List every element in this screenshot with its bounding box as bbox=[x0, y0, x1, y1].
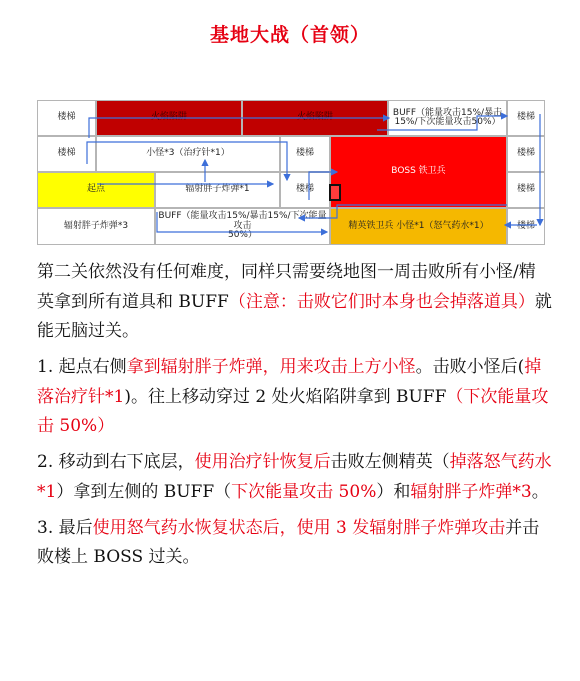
page-title: 基地大战（首领） bbox=[209, 24, 370, 46]
paragraph bbox=[37, 448, 552, 507]
highlight-text: 拿到辐射胖子炸弹，用来攻击上方小怪 bbox=[126, 357, 416, 377]
stairs-cell: 楼梯 bbox=[37, 136, 96, 172]
stairs-cell: 楼梯 bbox=[507, 208, 545, 245]
highlight-text: 掉落怒气药水*1 bbox=[37, 452, 552, 502]
route-arrow bbox=[299, 205, 507, 218]
fire-trap-cell: 火焰陷阱 bbox=[242, 100, 388, 136]
elite-cell: 精英铁卫兵 小怪*1（怒气药水*1） bbox=[330, 208, 507, 245]
text-span: 。 bbox=[531, 481, 549, 502]
minion-cell: 小怪*3（治疗针*1） bbox=[96, 136, 280, 172]
stairs-cell: 楼梯 bbox=[507, 100, 545, 136]
text-span: 第二关依然没有任何难度，同样只需要绕地图一周击败所有小怪/精英拿到所有道具和 BUFF bbox=[37, 262, 536, 312]
route-arrow bbox=[377, 116, 507, 130]
route-arrow bbox=[157, 212, 327, 232]
bomb-cell: 辐射胖子炸弹*3 bbox=[37, 208, 155, 245]
text-span: 并击败楼上 BOSS 过关。 bbox=[37, 517, 540, 567]
stairs-cell: 楼梯 bbox=[507, 136, 545, 172]
text-span: 1. 起点右侧 bbox=[37, 357, 127, 377]
route-arrow bbox=[309, 172, 337, 200]
boss-cell: BOSS 铁卫兵 bbox=[330, 136, 507, 208]
strategy-text bbox=[37, 258, 552, 579]
start-cell: 起点 bbox=[37, 172, 155, 208]
stairs-cell: 楼梯 bbox=[37, 100, 96, 136]
text-span: )。往上移动穿过 2 处火焰陷阱拿到 BUFF bbox=[124, 386, 447, 407]
text-span: 。击败小怪后( bbox=[415, 357, 525, 377]
paragraph bbox=[37, 353, 552, 442]
stairs-cell: 楼梯 bbox=[280, 136, 330, 172]
buff-text: BUFF（能量攻击15%/暴击 bbox=[392, 107, 503, 118]
level-map bbox=[37, 100, 545, 245]
text-span: 就能无脑过关。 bbox=[37, 291, 552, 341]
text-span: ）拿到左侧的 BUFF（ bbox=[56, 481, 232, 502]
highlight-text: 辐射胖子炸弹*3 bbox=[410, 481, 532, 502]
buff-text: 50%） bbox=[227, 230, 257, 241]
text-span: 2. 移动到右下底层， bbox=[37, 452, 195, 472]
route-arrow bbox=[87, 142, 287, 180]
fire-trap-cell: 火焰陷阱 bbox=[96, 100, 242, 136]
paragraph bbox=[37, 258, 552, 347]
buff-text: 15%/下次能量攻击50%） bbox=[394, 117, 501, 127]
highlight-text: （注意：击败它们时本身也会掉落道具） bbox=[228, 291, 535, 312]
stairs-cell: 楼梯 bbox=[280, 172, 330, 208]
highlight-text: 下次能量攻击 50% bbox=[231, 481, 377, 502]
route-arrow bbox=[89, 118, 389, 138]
highlight-text: 使用怒气药水恢复状态后，使用 3 发辐射胖子炸弹攻击 bbox=[92, 517, 506, 538]
route-arrows bbox=[37, 100, 545, 245]
paragraph bbox=[37, 514, 552, 573]
buff-text: BUFF（能量攻击15%/暴击15%/下次能量攻击 bbox=[158, 211, 327, 231]
stairs-cell: 楼梯 bbox=[507, 172, 545, 208]
text-span: 击败左侧精英（ bbox=[330, 452, 450, 472]
highlight-text: 使用治疗针恢复后 bbox=[194, 452, 331, 472]
text-span: ）和 bbox=[376, 481, 411, 502]
highlight-text: 掉落治疗针*1 bbox=[37, 357, 542, 407]
highlight-text: （下次能量攻击 50%） bbox=[37, 386, 549, 436]
bomb-cell: 辐射胖子炸弹*1 bbox=[155, 172, 280, 208]
text-span: 3. 最后 bbox=[37, 517, 93, 538]
